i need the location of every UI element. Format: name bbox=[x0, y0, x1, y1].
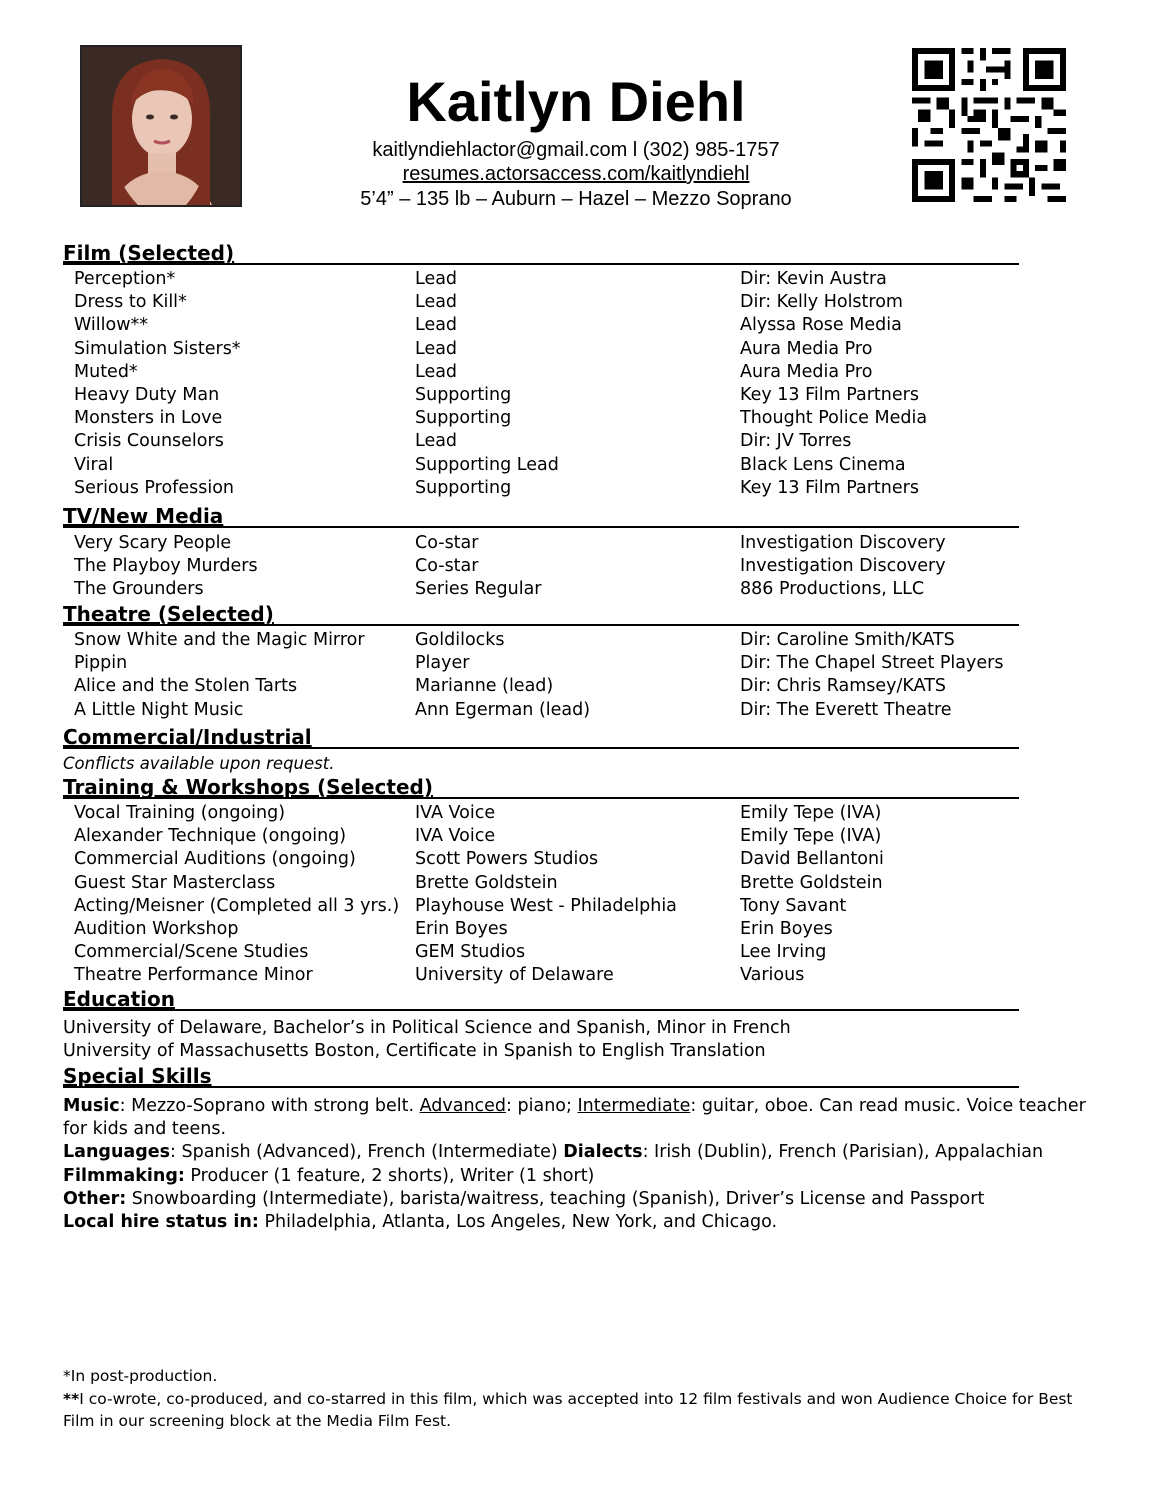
qr-code-icon[interactable] bbox=[912, 48, 1066, 202]
company: Aura Media Pro bbox=[740, 338, 873, 359]
film-list bbox=[74, 268, 1074, 500]
list-item bbox=[74, 941, 1074, 964]
company: Thought Police Media bbox=[740, 408, 928, 429]
company: Erin Boyes bbox=[740, 918, 833, 939]
company: Emily Tepe (IVA) bbox=[740, 826, 882, 847]
education-line: University of Delaware, Bachelor’s in Political Science and Spanish, Minor in French bbox=[63, 1018, 791, 1038]
list-item bbox=[74, 454, 1074, 477]
list-item bbox=[74, 895, 1074, 918]
role: IVA Voice bbox=[415, 826, 496, 847]
list-item bbox=[74, 964, 1074, 987]
project-title: Very Scary People bbox=[74, 533, 232, 553]
company: Emily Tepe (IVA) bbox=[740, 803, 882, 823]
company: Alyssa Rose Media bbox=[740, 315, 902, 336]
education-line: University of Massachusetts Boston, Certificate in Spanish to English Translation bbox=[63, 1041, 766, 1061]
list-item bbox=[74, 384, 1074, 407]
training-list bbox=[74, 802, 1074, 988]
role: Marianne (lead) bbox=[415, 676, 554, 697]
project-title: Audition Workshop bbox=[74, 918, 239, 939]
company: Aura Media Pro bbox=[740, 361, 873, 382]
list-item bbox=[74, 407, 1074, 430]
list-item bbox=[74, 314, 1074, 337]
role: Goldilocks bbox=[415, 630, 505, 650]
section-title-film: Film (Selected) bbox=[63, 243, 1019, 265]
skills-music: Music: Mezzo-Soprano with strong belt. Advanced: piano; Intermediate: guitar, oboe. Can read music. Voice teacher for kids and teens. bbox=[63, 1096, 1086, 1140]
company: David Bellantoni bbox=[740, 849, 884, 870]
project-title: Vocal Training (ongoing) bbox=[74, 803, 286, 823]
role: Lead bbox=[415, 338, 458, 359]
project-title: Snow White and the Magic Mirror bbox=[74, 630, 365, 650]
role: Lead bbox=[415, 315, 458, 336]
role: Co-star bbox=[415, 533, 479, 553]
company: Dir: Kevin Austra bbox=[740, 269, 887, 289]
company: Dir: The Chapel Street Players bbox=[740, 653, 1004, 674]
project-title: Dress to Kill* bbox=[74, 292, 187, 313]
list-item bbox=[74, 629, 1074, 652]
section-title-training: Training & Workshops (Selected) bbox=[63, 777, 1019, 799]
skills-languages: Languages: Spanish (Advanced), French (Intermediate) Dialects: Irish (Dublin), French (Parisian), Appalachian bbox=[63, 1142, 1044, 1163]
role: GEM Studios bbox=[415, 942, 526, 963]
list-item bbox=[74, 430, 1074, 453]
contact-email-phone: kaitlyndiehlactor@gmail.com l (302) 985-1757 bbox=[372, 139, 780, 161]
company: Dir: Caroline Smith/KATS bbox=[740, 630, 955, 650]
project-title: Pippin bbox=[74, 653, 128, 674]
role: Scott Powers Studios bbox=[415, 849, 599, 870]
project-title: Alexander Technique (ongoing) bbox=[74, 826, 347, 847]
skills-filmmaking: Filmmaking: Producer (1 feature, 2 shorts), Writer (1 short) bbox=[63, 1165, 595, 1186]
role: Playhouse West - Philadelphia bbox=[415, 895, 677, 916]
project-title: Viral bbox=[74, 454, 114, 475]
footnote-double: **I co-wrote, co-produced, and co-starred in this film, which was accepted into 12 film festivals and won Audience Choice for Best Film in our screening block at the Media Film Fest. bbox=[63, 1389, 1073, 1430]
project-title: Heavy Duty Man bbox=[74, 384, 220, 405]
company: Dir: Chris Ramsey/KATS bbox=[740, 676, 946, 697]
project-title: Simulation Sisters* bbox=[74, 338, 241, 359]
project-title: Commercial Auditions (ongoing) bbox=[74, 849, 356, 870]
project-title: Alice and the Stolen Tarts bbox=[74, 676, 298, 697]
company: Black Lens Cinema bbox=[740, 454, 906, 475]
theatre-list bbox=[74, 629, 1074, 722]
project-title: Monsters in Love bbox=[74, 408, 223, 429]
role: Lead bbox=[415, 292, 458, 313]
project-title: Guest Star Masterclass bbox=[74, 872, 276, 893]
list-item bbox=[74, 477, 1074, 500]
list-item bbox=[74, 675, 1074, 698]
role: Supporting Lead bbox=[415, 454, 559, 475]
list-item bbox=[74, 361, 1074, 384]
role: Erin Boyes bbox=[415, 918, 508, 939]
project-title: Perception* bbox=[74, 269, 176, 289]
role: IVA Voice bbox=[415, 803, 496, 823]
footnote-single: *In post-production. bbox=[63, 1367, 218, 1385]
section-title-commercial: Commercial/Industrial bbox=[63, 727, 1019, 749]
company: 886 Productions, LLC bbox=[740, 579, 925, 600]
company: Key 13 Film Partners bbox=[740, 384, 919, 405]
project-title: The Playboy Murders bbox=[74, 556, 258, 577]
role: Supporting bbox=[415, 477, 512, 498]
role: Brette Goldstein bbox=[415, 872, 558, 893]
section-title-skills: Special Skills bbox=[63, 1066, 1019, 1088]
list-item bbox=[74, 532, 1074, 555]
company: Investigation Discovery bbox=[740, 533, 946, 553]
list-item bbox=[74, 802, 1074, 825]
skills-local-hire: Local hire status in: Philadelphia, Atlanta, Los Angeles, New York, and Chicago. bbox=[63, 1212, 778, 1233]
skills-other: Other: Snowboarding (Intermediate), barista/waitress, teaching (Spanish), Driver’s License and Passport bbox=[63, 1188, 985, 1209]
list-item bbox=[74, 848, 1074, 871]
tv-list bbox=[74, 532, 1074, 602]
project-title: Serious Profession bbox=[74, 477, 234, 498]
list-item bbox=[74, 268, 1074, 291]
list-item bbox=[74, 555, 1074, 578]
footnotes bbox=[63, 1365, 1083, 1433]
list-item bbox=[74, 918, 1074, 941]
list-item bbox=[74, 652, 1074, 675]
company: Tony Savant bbox=[740, 895, 847, 916]
project-title: Acting/Meisner (Completed all 3 yrs.) bbox=[74, 895, 400, 916]
role: Lead bbox=[415, 361, 458, 382]
role: Supporting bbox=[415, 384, 512, 405]
special-skills bbox=[63, 1095, 1093, 1234]
list-item bbox=[74, 578, 1074, 601]
role: Lead bbox=[415, 431, 458, 452]
company: Dir: JV Torres bbox=[740, 431, 852, 452]
section-title-theatre: Theatre (Selected) bbox=[63, 604, 1019, 626]
project-title: Crisis Counselors bbox=[74, 431, 224, 452]
project-title: Commercial/Scene Studies bbox=[74, 942, 309, 963]
section-title-tv: TV/New Media bbox=[63, 506, 1019, 528]
company: Dir: Kelly Holstrom bbox=[740, 292, 903, 313]
physical-stats: 5’4” – 135 lb – Auburn – Hazel – Mezzo Soprano bbox=[360, 188, 792, 210]
role: Ann Egerman (lead) bbox=[415, 699, 591, 720]
company: Key 13 Film Partners bbox=[740, 477, 919, 498]
role: Supporting bbox=[415, 408, 512, 429]
role: Co-star bbox=[415, 556, 479, 577]
project-title: A Little Night Music bbox=[74, 699, 244, 720]
role: Lead bbox=[415, 269, 458, 289]
project-title: Willow** bbox=[74, 315, 149, 336]
company: Investigation Discovery bbox=[740, 556, 946, 577]
list-item bbox=[74, 699, 1074, 722]
section-title-education: Education bbox=[63, 989, 1019, 1011]
list-item bbox=[74, 291, 1074, 314]
role: Player bbox=[415, 653, 470, 674]
project-title: The Grounders bbox=[74, 579, 204, 600]
page-title: Kaitlyn Diehl bbox=[406, 70, 746, 133]
list-item bbox=[74, 825, 1074, 848]
company: Lee Irving bbox=[740, 942, 827, 963]
commercial-note: Conflicts available upon request. bbox=[63, 754, 335, 773]
company: Various bbox=[740, 965, 805, 986]
company: Dir: The Everett Theatre bbox=[740, 699, 952, 720]
website-link[interactable]: resumes.actorsaccess.com/kaitlyndiehl bbox=[402, 163, 750, 185]
list-item bbox=[74, 338, 1074, 361]
role: Series Regular bbox=[415, 579, 542, 600]
company: Brette Goldstein bbox=[740, 872, 883, 893]
project-title: Theatre Performance Minor bbox=[74, 965, 313, 986]
role: University of Delaware bbox=[415, 965, 614, 986]
project-title: Muted* bbox=[74, 361, 138, 382]
list-item bbox=[74, 872, 1074, 895]
